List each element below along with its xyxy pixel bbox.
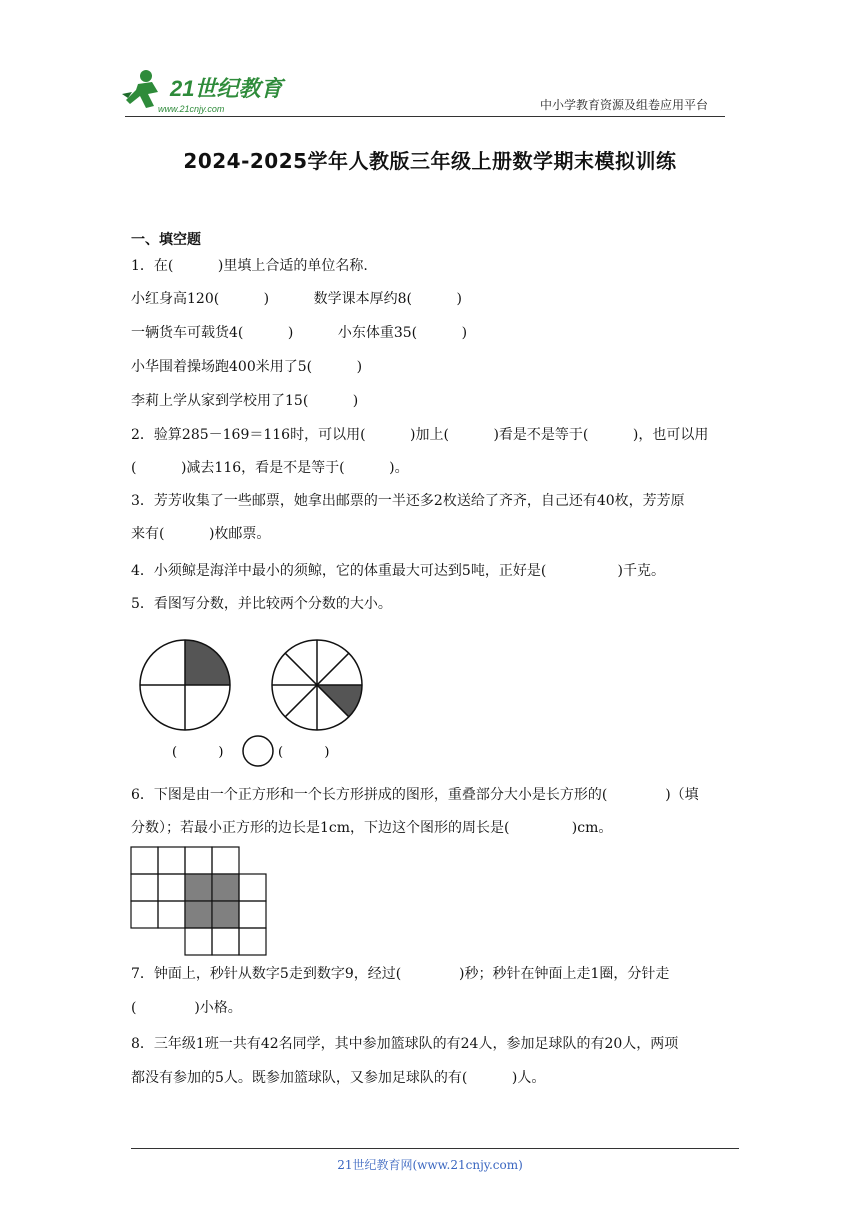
question-line: 6．下图是由一个正方形和一个长方形拼成的图形，重叠部分大小是长方形的( )（填: [131, 787, 699, 803]
question-line: 1．在( )里填上合适的单位名称.: [131, 258, 368, 274]
question-line: 4．小须鲸是海洋中最小的须鲸，它的体重最大可达到5吨，正好是( )千克。: [131, 563, 665, 579]
fraction-circles-figure: [130, 628, 370, 773]
question-line: 小华围着操场跑400米用了5( ): [131, 359, 363, 375]
question-line: 李莉上学从家到学校用了15( ): [131, 393, 359, 409]
section-heading: 一、填空题: [131, 232, 201, 248]
circle-eighths: [272, 640, 362, 730]
runner-logo-icon: [122, 70, 158, 108]
question-line: 8．三年级1班一共有42名同学，其中参加篮球队的有24人，参加足球队的有20人，两项: [131, 1036, 679, 1052]
site-logo: [118, 64, 293, 116]
header-divider: [125, 116, 725, 117]
question-line: 5．看图写分数，并比较两个分数的大小。: [131, 596, 392, 612]
shaded-eighth: [317, 685, 362, 717]
question-line: 都没有参加的5人。既参加篮球队，又参加足球队的有( )人。: [131, 1070, 546, 1086]
footer-divider: [131, 1148, 739, 1149]
logo-subtext: www.21cnjy.com: [158, 104, 225, 114]
grid-figure: [130, 846, 270, 956]
question-line: 3．芳芳收集了一些邮票，她拿出邮票的一半还多2枚送给了齐齐，自己还有40枚，芳芳原: [131, 493, 685, 509]
answer-blank-right: ( ): [278, 745, 330, 760]
footer-link[interactable]: 21世纪教育网(www.21cnjy.com): [337, 1158, 523, 1172]
question-line: 一辆货车可载货4( ) 小东体重35( ): [131, 325, 468, 341]
question-line: ( )减去116，看是不是等于( )。: [131, 460, 409, 476]
question-line: 7．钟面上，秒针从数字5走到数字9，经过( )秒；秒针在钟面上走1圈，分针走: [131, 966, 670, 982]
question-line: 来有( )枚邮票。: [131, 526, 271, 542]
question-line: 小红身高120( ) 数学课本厚约8( ): [131, 291, 462, 307]
circle-quarters: [140, 640, 230, 730]
question-line: ( )小格。: [131, 1000, 242, 1016]
question-line: 分数）；若最小正方形的边长是1cm，下边这个图形的周长是( )cm。: [131, 820, 613, 836]
answer-blank-left: ( ): [172, 745, 224, 760]
logo-text: 21世纪教育: [170, 76, 283, 101]
platform-label: 中小学教育资源及组卷应用平台: [540, 98, 709, 112]
page-title: 2024-2025学年人教版三年级上册数学期末模拟训练: [183, 149, 677, 173]
compare-circle: [243, 736, 273, 766]
question-line: 2．验算285－169＝116时，可以用( )加上( )看是不是等于( )，也可以用: [131, 427, 709, 443]
